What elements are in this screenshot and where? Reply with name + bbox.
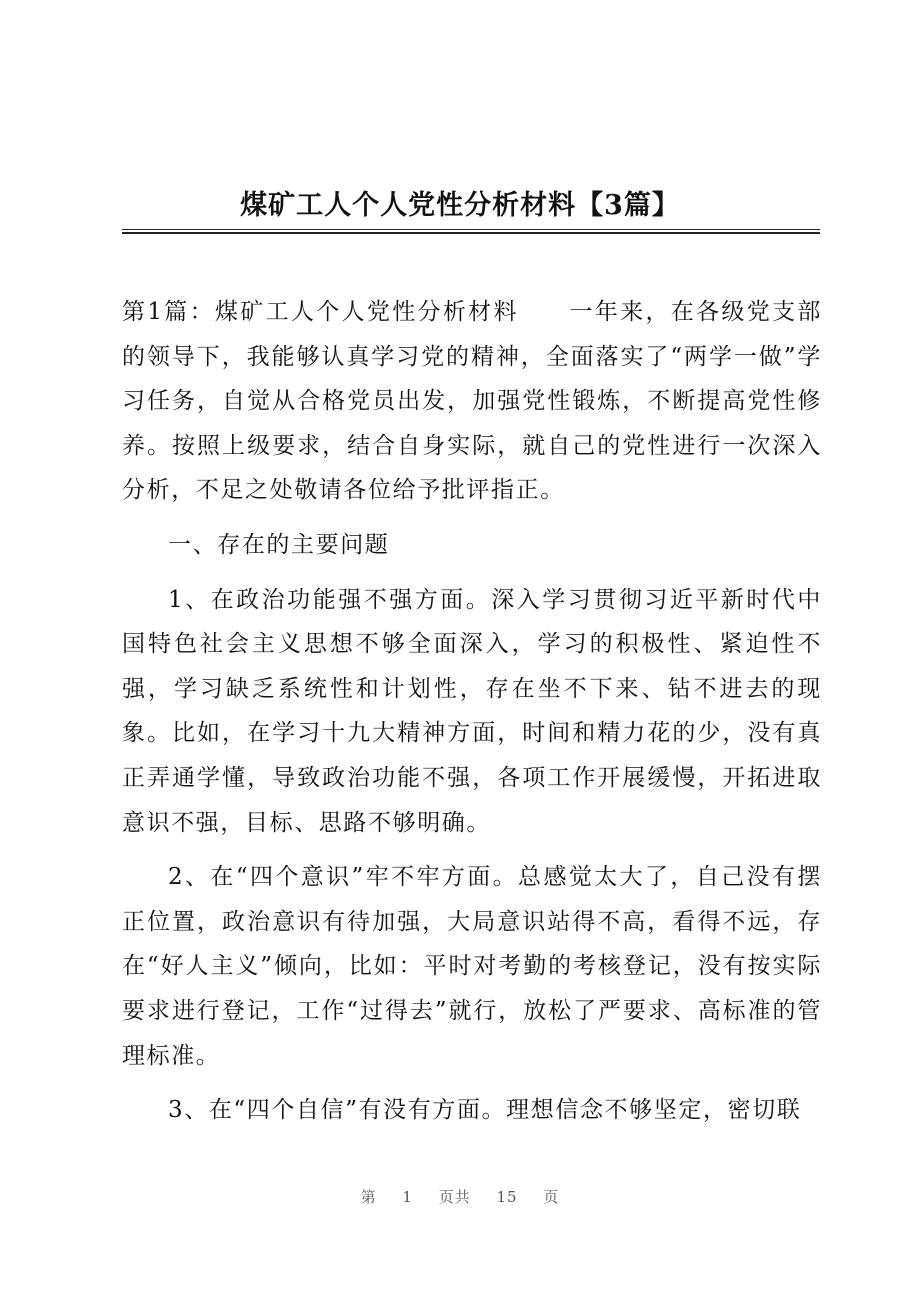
- footer-total-pages: 15: [496, 1188, 518, 1206]
- footer-prefix: 第: [360, 1188, 377, 1206]
- title-underline-thick: [122, 232, 820, 234]
- page-footer: [0, 1186, 920, 1207]
- document-body: [122, 290, 822, 1143]
- footer-middle: 页共: [438, 1188, 471, 1206]
- problem-paragraph-2: 2、在“四个意识”牢不牢方面。总感觉太大了，自己没有摆正位置，政治意识有待加强，大局意识站得不高，看得不远，存在“好人主义”倾向，比如：平时对考勤的考核登记，没有按实际要求进行登记，工作“过得去”就行，放松了严要求、高标准的管理标准。: [122, 864, 822, 1069]
- section-heading: 一、存在的主要问题: [168, 531, 390, 558]
- problem-paragraph-1: 1、在政治功能强不强方面。深入学习贯彻习近平新时代中国特色社会主义思想不够全面深入，学习的积极性、紧迫性不强，学习缺乏系统性和计划性，存在坐不下来、钻不进去的现象。比如，在学习十九大精神方面，时间和精力花的少，没有真正弄通学懂，导致政治功能不强，各项工作开展缓慢，开拓进取意识不强，目标、思路不够明确。: [122, 586, 822, 836]
- footer-page-number: 1: [402, 1188, 413, 1206]
- intro-paragraph: 第1篇：煤矿工人个人党性分析材料 一年来，在各级党支部的领导下，我能够认真学习党的精神，全面落实了“两学一做”学习任务，自觉从合格党员出发，加强党性锻炼，不断提高党性修养。按照上级要求，结合自身实际，就自己的党性进行一次深入分析，不足之处敬请各位给予批评指正。: [122, 299, 822, 504]
- problem-paragraph-3: 3、在“四个自信”有没有方面。理想信念不够坚定，密切联: [168, 1097, 802, 1124]
- footer-suffix: 页: [543, 1188, 560, 1206]
- document-title: 煤矿工人个人党性分析材料【3篇】: [240, 190, 680, 221]
- title-underline-thin: [122, 229, 820, 230]
